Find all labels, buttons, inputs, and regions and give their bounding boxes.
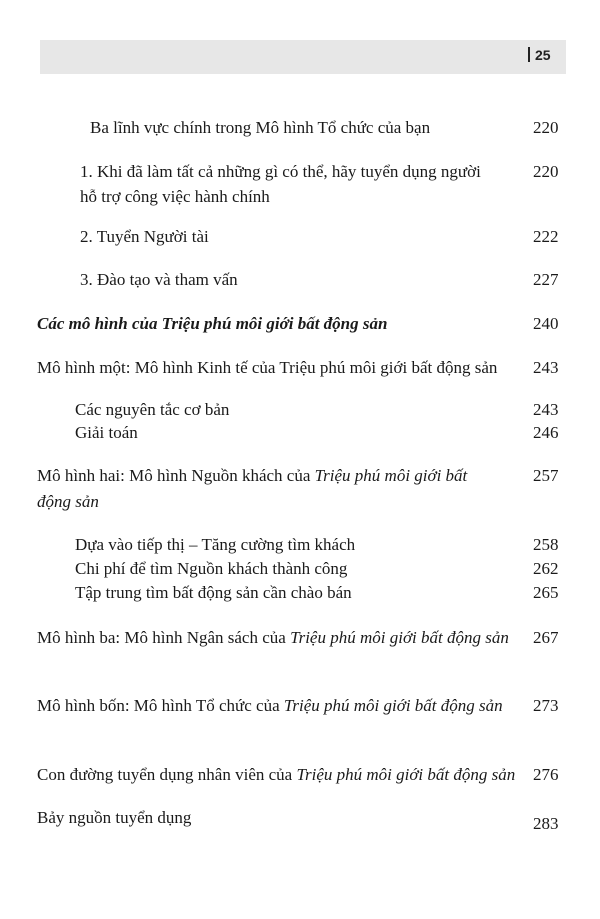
toc-entry-page: 283 bbox=[533, 814, 559, 833]
toc-entry-page: 267 bbox=[533, 628, 559, 647]
toc-entry-title-italic: Triệu phú môi giới bất động sản bbox=[290, 628, 509, 647]
toc-entry-title-italic: Triệu phú môi giới bất động sản bbox=[296, 765, 516, 784]
toc-entry-title: Giải toán bbox=[75, 423, 138, 442]
toc-entry-title bbox=[37, 763, 532, 787]
header-band bbox=[40, 40, 566, 74]
toc-entry-page: 265 bbox=[533, 583, 559, 602]
toc-entry-title-italic: Triệu phú môi giới bất động sản bbox=[283, 696, 503, 715]
page-number bbox=[528, 47, 568, 63]
toc-entry-page: 273 bbox=[533, 696, 559, 715]
page-number-text: 25 bbox=[535, 47, 551, 63]
toc-entry-title: Tập trung tìm bất động sản cần chào bán bbox=[75, 583, 352, 602]
toc-entry-page: 227 bbox=[533, 270, 559, 289]
toc-entry-page: 258 bbox=[533, 535, 559, 554]
toc-entry-title: Chi phí để tìm Nguồn khách thành công bbox=[75, 559, 348, 578]
toc-entry-page: 262 bbox=[533, 559, 559, 578]
toc-entry-title-text: Mô hình hai: Mô hình Nguồn khách của bbox=[37, 466, 315, 485]
toc-entry-page: 246 bbox=[533, 423, 559, 442]
toc-entry-page: 220 bbox=[533, 118, 559, 137]
page-number-divider bbox=[528, 47, 530, 62]
toc-entry-title-text: Mô hình bốn: Mô hình Tổ chức của bbox=[37, 696, 284, 715]
toc-entry-title-text: Con đường tuyển dụng nhân viên của bbox=[37, 765, 297, 784]
toc-entry-title-continued: hỗ trợ công việc hành chính bbox=[80, 187, 270, 206]
toc-entry-title bbox=[37, 464, 532, 488]
toc-entry-page: 276 bbox=[533, 765, 559, 784]
toc-entry-title: Mô hình một: Mô hình Kinh tế của Triệu phú môi giới bất động sản bbox=[37, 358, 498, 377]
toc-entry-page: 240 bbox=[533, 314, 559, 333]
toc-entry-page: 222 bbox=[533, 227, 559, 246]
toc-entry-title: Các mô hình của Triệu phú môi giới bất động sản bbox=[37, 314, 388, 333]
toc-entry-title: 1. Khi đã làm tất cả những gì có thể, hãy tuyển dụng người bbox=[80, 162, 481, 181]
toc-entry-page: 257 bbox=[533, 466, 559, 485]
toc-entry-title: 2. Tuyển Người tài bbox=[80, 227, 209, 246]
toc-entry-title: Bảy nguồn tuyển dụng bbox=[37, 808, 192, 827]
toc-entry-title-continued: động sản bbox=[37, 492, 99, 511]
toc-entry-page: 220 bbox=[533, 162, 559, 181]
toc-entry-title: Các nguyên tắc cơ bản bbox=[75, 400, 230, 419]
toc-entry-title-text: Mô hình ba: Mô hình Ngân sách của bbox=[37, 628, 291, 647]
toc-entry-title: 3. Đào tạo và tham vấn bbox=[80, 270, 238, 289]
toc-entry-title-italic: Triệu phú môi giới bất bbox=[314, 466, 468, 485]
toc-entry-page: 243 bbox=[533, 358, 559, 377]
toc-entry-title: Dựa vào tiếp thị – Tăng cường tìm khách bbox=[75, 535, 356, 554]
toc-entry-page: 243 bbox=[533, 400, 559, 419]
toc-entry-title bbox=[37, 694, 532, 718]
toc-entry-title bbox=[37, 626, 532, 650]
toc-entry-title: Ba lĩnh vực chính trong Mô hình Tổ chức của bạn bbox=[90, 118, 431, 137]
